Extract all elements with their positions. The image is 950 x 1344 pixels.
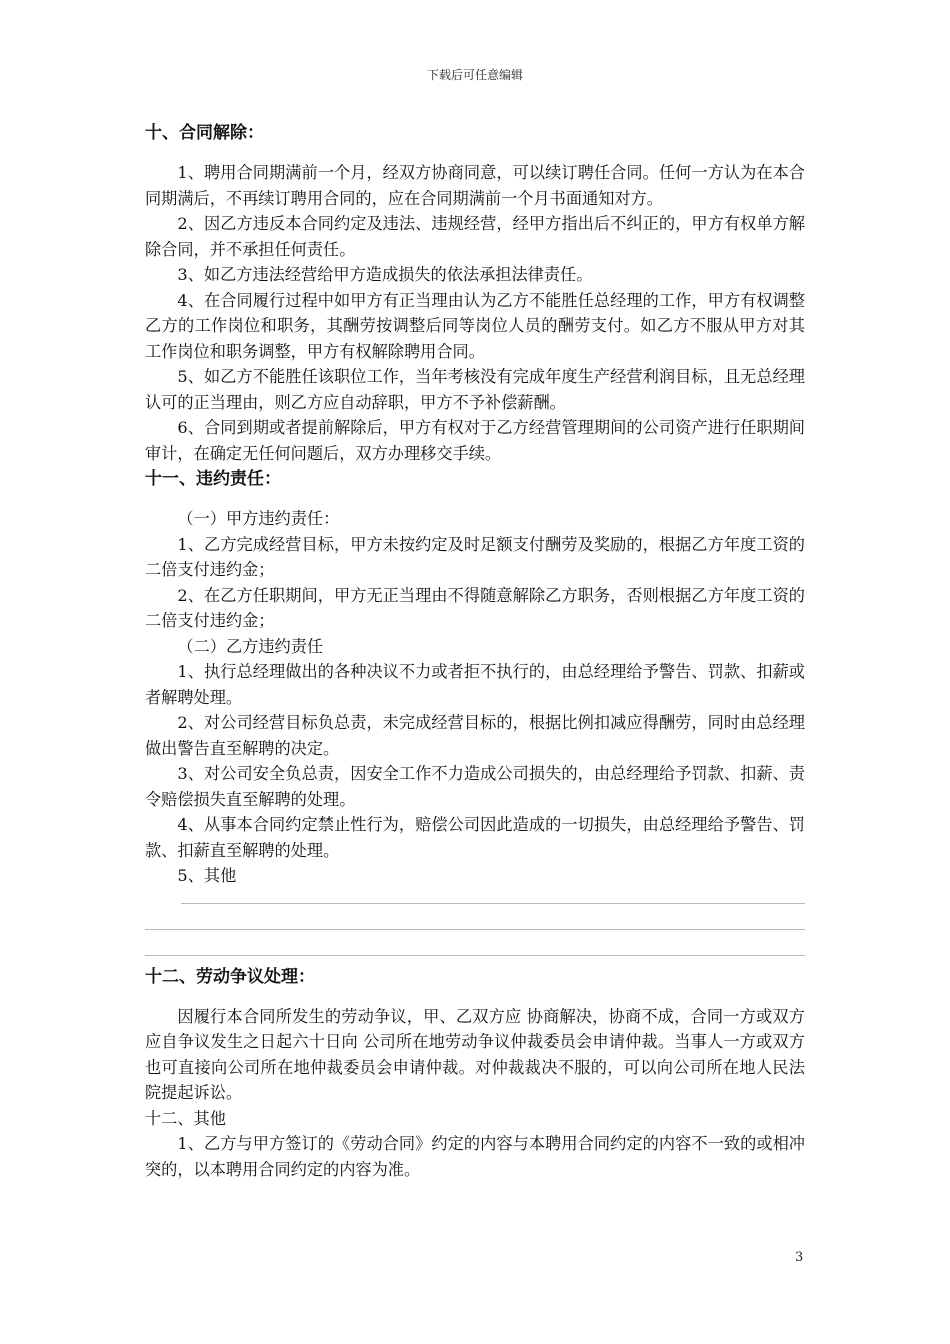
document-body [145, 120, 805, 1182]
dispute-paragraph: 因履行本合同所发生的劳动争议，甲、乙双方应 协商解决，协商不成，合同一方或双方应自争议发生之日起六十日向 公司所在地劳动争议仲裁委员会申请仲裁。当事人一方或双方也可直接向公司所在地仲裁委员会申请仲裁。对仲裁裁决不服的，可以向公司所在地人民法院提起诉讼。 [145, 1006, 805, 1102]
party-a-liability-title: （一）甲方违约责任： [177, 509, 340, 528]
party-a-item-2: 2、在乙方任职期间，甲方无正当理由不得随意解除乙方职务，否则根据乙方年度工资的二倍支付违约金； [145, 585, 805, 630]
party-b-item-2: 2、对公司经营目标负总责，未完成经营目标的，根据比例扣减应得酬劳，同时由总经理做出警告直至解聘的决定。 [145, 713, 805, 758]
termination-paragraph-5: 5、如乙方不能胜任该职位工作，当年考核没有完成年度生产经营利润目标，且无总经理认可的正当理由，则乙方应自动辞职，甲方不予补偿薪酬。 [145, 367, 805, 412]
party-a-item-1: 1、乙方完成经营目标，甲方未按约定及时足额支付酬劳及奖励的，根据乙方年度工资的二倍支付违约金； [145, 534, 805, 579]
termination-paragraph-2: 2、因乙方违反本合同约定及违法、违规经营，经甲方指出后不纠正的，甲方有权单方解除合同，并不承担任何责任。 [145, 214, 805, 259]
party-b-item-1: 1、执行总经理做出的各种决议不力或者拒不执行的，由总经理给予警告、罚款、扣薪或者解聘处理。 [145, 662, 805, 707]
other-paragraph: 1、乙方与甲方签订的《劳动合同》约定的内容与本聘用合同约定的内容不一致的或相冲突的，以本聘用合同约定的内容为准。 [145, 1134, 805, 1179]
header-note: 下载后可任意编辑 [426, 68, 523, 82]
termination-paragraph-4: 4、在合同履行过程中如甲方有正当理由认为乙方不能胜任总经理的工作，甲方有权调整乙方的工作岗位和职务，其酬劳按调整后同等岗位人员的酬劳支付。如乙方不服从甲方对其工作岗位和职务调整，甲方有权解除聘用合同。 [145, 290, 805, 361]
section-title-other: 十二、其他 [145, 1108, 226, 1128]
section-title-termination: 十、合同解除： [145, 123, 264, 143]
section-title-dispute: 十二、劳动争议处理： [145, 966, 315, 987]
section-title-liability: 十一、违约责任： [145, 469, 281, 489]
party-b-item-4: 4、从事本合同约定禁止性行为，赔偿公司因此造成的一切损失，由总经理给予警告、罚款、扣薪直至解聘的处理。 [145, 815, 805, 860]
party-b-item-5: 5、其他 [177, 866, 237, 885]
page-number: 3 [795, 1250, 804, 1265]
party-b-liability-title: （二）乙方违约责任 [177, 636, 324, 656]
termination-paragraph-3: 3、如乙方违法经营给甲方造成损失的依法承担法律责任。 [177, 265, 593, 284]
termination-paragraph-1: 1、聘用合同期满前一个月，经双方协商同意，可以续订聘任合同。任何一方认为在本合同期满后，不再续订聘用合同的，应在合同期满前一个月书面通知对方。 [145, 163, 805, 208]
termination-paragraph-6: 6、合同到期或者提前解除后，甲方有权对于乙方经营管理期间的公司资产进行任职期间审计，在确定无任何问题后，双方办理移交手续。 [145, 418, 805, 463]
party-b-item-3: 3、对公司安全负总责，因安全工作不力造成公司损失的，由总经理给予罚款、扣薪、责令赔偿损失直至解聘的处理。 [145, 764, 805, 809]
